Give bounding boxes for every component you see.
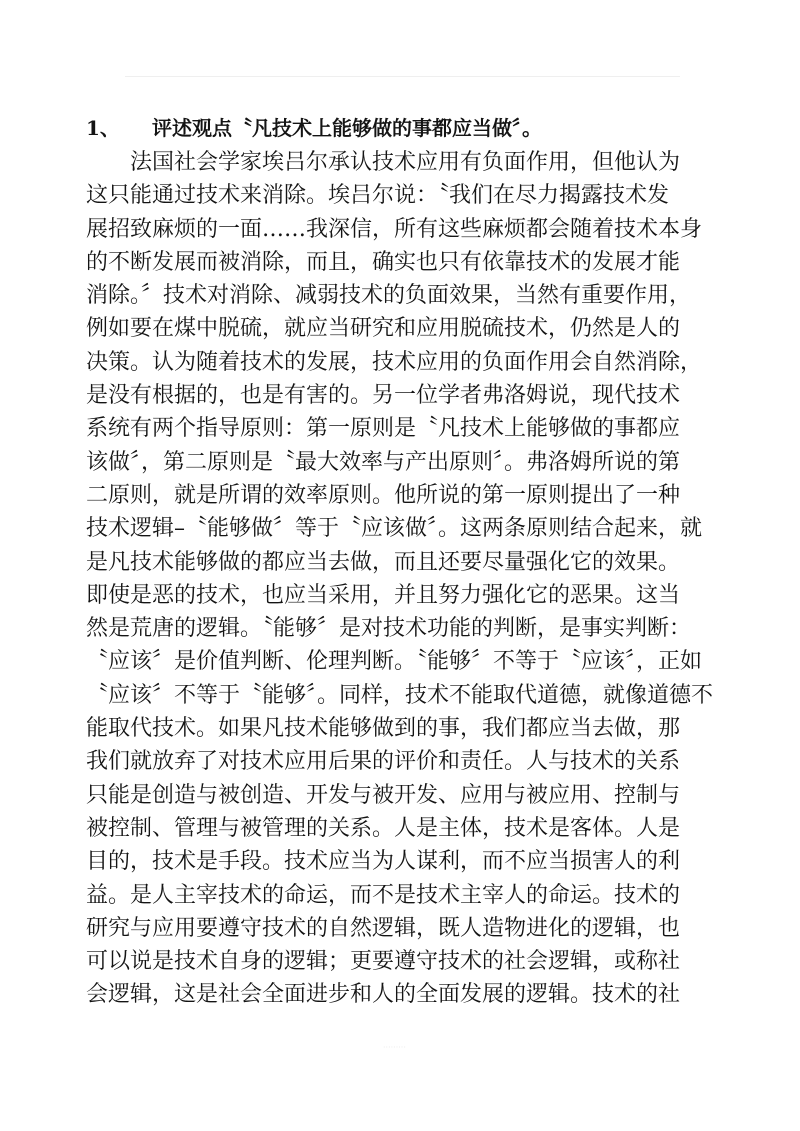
paragraph-line: 可以说是技术自身的逻辑；更要遵守技术的社会逻辑，或称社 [86, 949, 681, 975]
paragraph-line: 然是荒唐的逻辑。〝能够〞是对技术功能的判断，是事实判断： [86, 616, 692, 642]
question-number: 1、 [86, 116, 120, 140]
paragraph-line: 会逻辑，这是社会全面进步和人的全面发展的逻辑。技术的社 [86, 982, 681, 1008]
paragraph-line: 消除。〞技术对消除、减弱技术的负面效果，当然有重要作用， [86, 283, 692, 309]
paragraph-line: 是没有根据的，也是有害的。另一位学者弗洛姆说，现代技术 [86, 383, 681, 409]
paragraph-line: 展招致麻烦的一面……我深信，所有这些麻烦都会随着技术本身 [86, 216, 703, 242]
paragraph-line: 二原则，就是所谓的效率原则。他所说的第一原则提出了一种 [86, 482, 681, 508]
paragraph-line: 益。是人主宰技术的命运，而不是技术主宰人的命运。技术的 [86, 882, 681, 908]
question-heading [86, 113, 726, 143]
paragraph-line: 这只能通过技术来消除。埃吕尔说：〝我们在尽力揭露技术发 [86, 183, 670, 209]
paragraph-line: 是凡技术能够做的都应当去做，而且还要尽量强化它的效果。 [86, 549, 681, 575]
answer-paragraph [86, 146, 726, 1012]
paragraph-line: 研究与应用要遵守技术的自然逻辑，既人造物进化的逻辑，也 [86, 915, 681, 941]
question-title: 评述观点〝凡技术上能够做的事都应当做〞。 [152, 116, 542, 140]
paragraph-line: 该做〞，第二原则是〝最大效率与产出原则〞。弗洛姆所说的第 [86, 449, 681, 475]
paragraph-line: 被控制、管理与被管理的关系。人是主体，技术是客体。人是 [86, 815, 681, 841]
paragraph-line: 我们就放弃了对技术应用后果的评价和责任。人与技术的关系 [86, 749, 681, 775]
paragraph-line: 能取代技术。如果凡技术能够做到的事，我们都应当去做，那 [86, 716, 681, 742]
paragraph-line: 目的，技术是手段。技术应当为人谋利，而不应当损害人的利 [86, 849, 681, 875]
header-rule [125, 76, 680, 77]
paragraph-line: 只能是创造与被创造、开发与被开发、应用与被应用、控制与 [86, 782, 681, 808]
paragraph-line: 技术逻辑–〝能够做〞等于〝应该做〞。这两条原则结合起来，就 [86, 516, 703, 542]
paragraph-line: 决策。认为随着技术的发展，技术应用的负面作用会自然消除， [86, 349, 703, 375]
paragraph-line: 即使是恶的技术，也应当采用，并且努力强化它的恶果。这当 [86, 582, 681, 608]
paragraph-line: 〝应该〞是价值判断、伦理判断。〝能够〞不等于〝应该〞，正如 [86, 649, 703, 675]
paragraph-line: 的不断发展而被消除，而且，确实也只有依靠技术的发展才能 [86, 249, 681, 275]
paragraph-line: 例如要在煤中脱硫，就应当研究和应用脱硫技术，仍然是人的 [86, 316, 681, 342]
footer-watermark: ········· [383, 1043, 406, 1052]
paragraph-line: 〝应该〞不等于〝能够〞。同样，技术不能取代道德，就像道德不 [86, 682, 714, 708]
paragraph-line: 法国社会学家埃吕尔承认技术应用有负面作用，但他认为 [130, 150, 681, 175]
paragraph-line: 系统有两个指导原则：第一原则是〝凡技术上能够做的事都应 [86, 416, 681, 442]
